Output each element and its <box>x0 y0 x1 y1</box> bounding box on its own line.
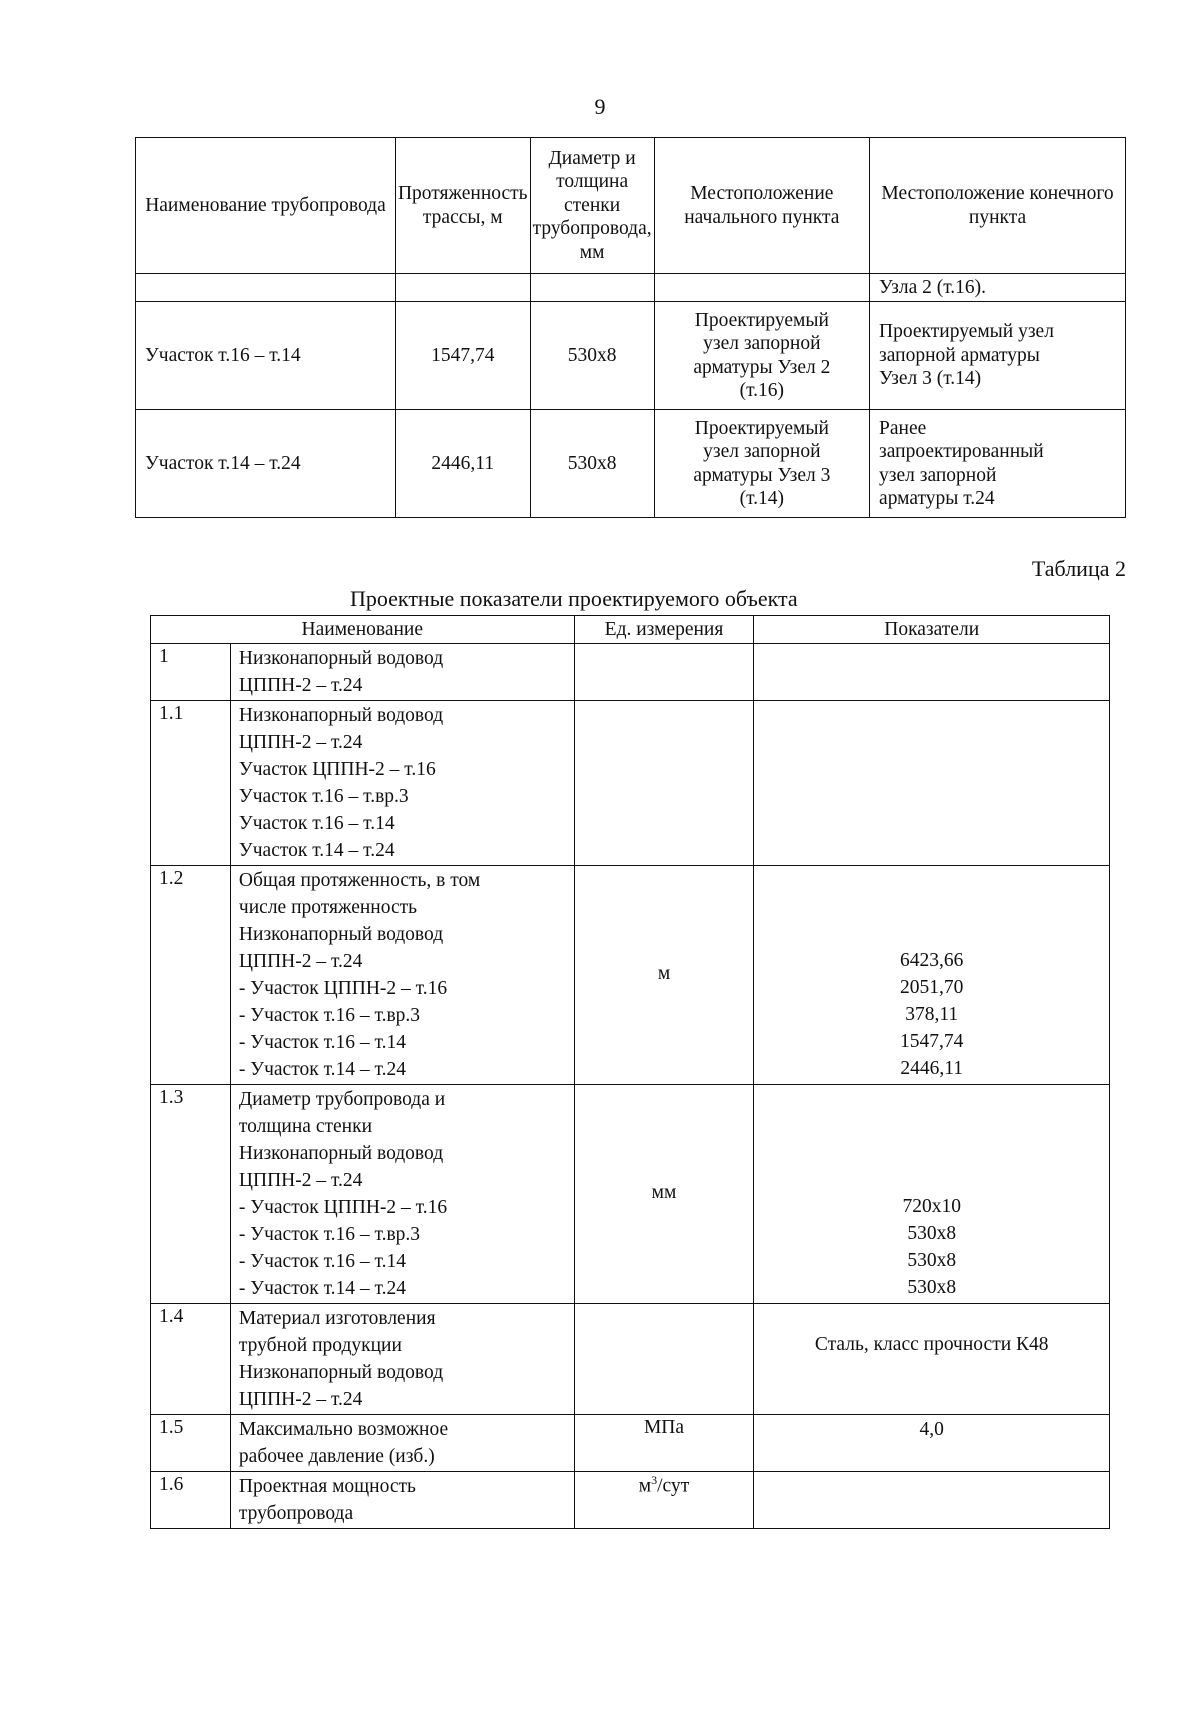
row-name-line: трубопровода <box>238 1503 354 1524</box>
row-end: Ранее запроектированный узел запорной арматуры т.24 <box>870 410 1126 518</box>
row-length: 2446,11 <box>395 410 530 518</box>
row-name-line: - Участок т.14 – т.24 <box>238 1059 406 1080</box>
row-values <box>754 866 1110 1085</box>
row-unit: МПа <box>574 1415 754 1472</box>
row-values <box>754 1415 1110 1472</box>
row-name-line: - Участок т.16 – т.вр.3 <box>238 1224 421 1245</box>
row-end: Проектируемый узел запорной арматуры Узел 3 (т.14) <box>870 302 1126 410</box>
table-row <box>151 1304 1110 1415</box>
row-name-line: Участок ЦППН-2 – т.16 <box>238 759 436 780</box>
header-values: Показатели <box>754 616 1110 644</box>
row-name-line: Участок т.16 – т.14 <box>238 813 395 834</box>
unit-superscript: 3 <box>651 1473 658 1487</box>
row-name-line: Участок т.16 – т.вр.3 <box>238 786 409 807</box>
row-name-line: ЦППН-2 – т.24 <box>238 951 363 972</box>
row-name-line: - Участок ЦППН-2 – т.16 <box>238 1197 448 1218</box>
row-name <box>230 1304 574 1415</box>
pipeline-sections-table <box>135 137 1126 518</box>
table-header-row <box>151 616 1110 644</box>
table-row <box>151 1085 1110 1304</box>
row-name-line: Низконапорный водовод <box>238 1362 444 1383</box>
row-value: 530х8 <box>907 1250 957 1271</box>
table-row <box>136 274 1126 302</box>
row-name <box>230 644 574 701</box>
row-name-line: - Участок т.16 – т.14 <box>238 1251 406 1272</box>
row-name <box>230 1472 574 1529</box>
row-name-line: Максимально возможное <box>238 1419 449 1440</box>
row-unit: м <box>574 866 754 1085</box>
row-name-line: ЦППН-2 – т.24 <box>238 732 363 753</box>
row-name-line: ЦППН-2 – т.24 <box>238 1170 363 1191</box>
row-unit <box>574 644 754 701</box>
row-name-line: Низконапорный водовод <box>238 924 444 945</box>
row-name: Участок т.16 – т.14 <box>136 302 396 410</box>
row-length: 1547,74 <box>395 302 530 410</box>
row-unit: мм <box>574 1085 754 1304</box>
table-row <box>151 701 1110 866</box>
table-row <box>136 410 1126 518</box>
header-diameter: Диаметр и толщина стенки трубопровода, мм <box>530 138 654 274</box>
header-pipeline-name: Наименование трубопровода <box>136 138 396 274</box>
row-value: 2051,70 <box>900 977 964 998</box>
table-row <box>151 1472 1110 1529</box>
row-value: 378,11 <box>905 1004 959 1025</box>
row-value: 1547,74 <box>900 1031 964 1052</box>
row-name-line: ЦППН-2 – т.24 <box>238 675 363 696</box>
row-unit <box>574 1304 754 1415</box>
header-name: Наименование <box>151 616 575 644</box>
row-name <box>230 701 574 866</box>
row-name-line: - Участок т.14 – т.24 <box>238 1278 406 1299</box>
row-name-line: рабочее давление (изб.) <box>238 1446 435 1467</box>
row-name-line: Низконапорный водовод <box>238 1143 444 1164</box>
table-row <box>151 644 1110 701</box>
row-name-line: Проектная мощность <box>238 1476 416 1497</box>
row-name-line: Низконапорный водовод <box>238 648 444 669</box>
row-unit <box>574 1472 754 1529</box>
row-name-line: трубной продукции <box>238 1335 402 1356</box>
table-header-row <box>136 138 1126 274</box>
row-values <box>754 1304 1110 1415</box>
row-value: 720х10 <box>902 1196 961 1217</box>
row-value: 4,0 <box>919 1419 944 1440</box>
row-start: Проектируемый узел запорной арматуры Узел 2 (т.16) <box>654 302 869 410</box>
table-row <box>151 866 1110 1085</box>
header-end-location: Местоположение конечного пункта <box>870 138 1126 274</box>
row-name-line: - Участок т.16 – т.вр.3 <box>238 1005 421 1026</box>
row-number: 1 <box>151 644 231 701</box>
row-name-line: ЦППН-2 – т.24 <box>238 1389 363 1410</box>
unit-rest: /сут <box>657 1475 690 1497</box>
row-number: 1.3 <box>151 1085 231 1304</box>
row-number: 1.4 <box>151 1304 231 1415</box>
row-name <box>230 1415 574 1472</box>
row-name-line: Общая протяженность, в том <box>238 870 481 891</box>
row-name-line: Низконапорный водовод <box>238 705 444 726</box>
row-value: Сталь, класс прочности К48 <box>814 1334 1049 1355</box>
header-unit: Ед. измерения <box>574 616 754 644</box>
row-name-line: Участок т.14 – т.24 <box>238 840 395 861</box>
page-number: 9 <box>594 94 606 119</box>
row-values <box>754 644 1110 701</box>
row-unit <box>574 701 754 866</box>
row-name-line: Материал изготовления <box>238 1308 436 1329</box>
row-name-line: числе протяженность <box>238 897 418 918</box>
row-number: 1.6 <box>151 1472 231 1529</box>
row-value: 530х8 <box>907 1277 957 1298</box>
row-name-line: толщина стенки <box>238 1116 373 1137</box>
row-name-line: Диаметр трубопровода и <box>238 1089 446 1110</box>
row-number: 1.1 <box>151 701 231 866</box>
unit-base: м <box>638 1475 652 1497</box>
row-start: Проектируемый узел запорной арматуры Узел 3 (т.14) <box>654 410 869 518</box>
row-name <box>230 1085 574 1304</box>
row-diameter: 530х8 <box>530 302 654 410</box>
row-number: 1.2 <box>151 866 231 1085</box>
row-name <box>230 866 574 1085</box>
row-number: 1.5 <box>151 1415 231 1472</box>
row-diameter: 530х8 <box>530 410 654 518</box>
table-row <box>151 1415 1110 1472</box>
table-row <box>136 302 1126 410</box>
row-values <box>754 1085 1110 1304</box>
row-value: 6423,66 <box>900 950 964 971</box>
header-route-length: Протяженность трассы, м <box>395 138 530 274</box>
row-values <box>754 1472 1110 1529</box>
row-name: Участок т.14 – т.24 <box>136 410 396 518</box>
project-indicators-table <box>150 615 1110 1529</box>
row-name-line: - Участок т.16 – т.14 <box>238 1032 406 1053</box>
row-value: 2446,11 <box>900 1058 964 1079</box>
row-value: 530х8 <box>907 1223 957 1244</box>
row-values <box>754 701 1110 866</box>
header-start-location: Местоположение начального пункта <box>654 138 869 274</box>
table-label: Таблица 2 <box>1031 556 1126 581</box>
table-caption: Проектные показатели проектируемого объекта <box>350 586 798 611</box>
row-name-line: - Участок ЦППН-2 – т.16 <box>238 978 448 999</box>
continuation-cell: Узла 2 (т.16). <box>870 274 1126 302</box>
